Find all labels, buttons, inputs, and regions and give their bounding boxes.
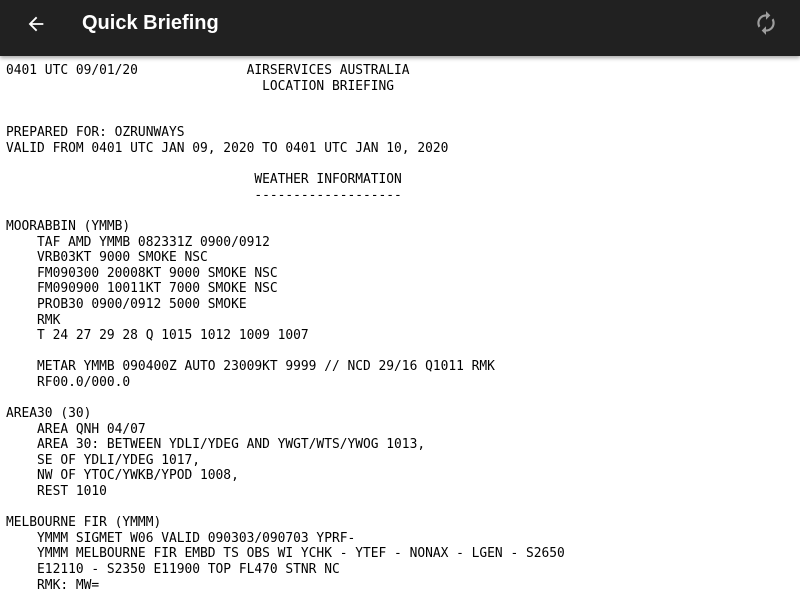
app-bar [0, 0, 800, 56]
briefing-line: LOCATION BRIEFING [6, 78, 395, 94]
briefing-line: REST 1010 [6, 484, 107, 500]
briefing-text [6, 63, 796, 600]
briefing-line: ------------------- [6, 187, 402, 203]
briefing-line: TAF AMD YMMB 082331Z 0900/0912 [6, 234, 270, 250]
briefing-line: AREA30 (30) [6, 406, 92, 422]
briefing-line: YMMM MELBOURNE FIR EMBD TS OBS WI YCHK - YTEF - NONAX - LGEN - S2650 [6, 546, 565, 562]
briefing-line: T 24 27 29 28 Q 1015 1012 1009 1007 [6, 328, 309, 344]
briefing-line: NW OF YTOC/YWKB/YPOD 1008, [6, 468, 239, 484]
briefing-line: WEATHER INFORMATION [6, 172, 402, 188]
briefing-line [6, 110, 796, 126]
briefing-line: AREA QNH 04/07 [6, 421, 146, 437]
briefing-line: VRB03KT 9000 SMOKE NSC [6, 250, 208, 266]
briefing-line: SE OF YDLI/YDEG 1017, [6, 452, 201, 468]
arrow-left-icon [25, 13, 47, 35]
briefing-line [6, 203, 796, 219]
briefing-line [6, 94, 796, 110]
refresh-button[interactable] [750, 7, 782, 39]
briefing-line: AREA 30: BETWEEN YDLI/YDEG AND YWGT/WTS/YWOG 1013, [6, 437, 426, 453]
briefing-line: MOORABBIN (YMMB) [6, 218, 131, 234]
briefing-line [6, 344, 796, 360]
briefing-line: PROB30 0900/0912 5000 SMOKE [6, 296, 247, 312]
briefing-line: PREPARED FOR: OZRUNWAYS [6, 125, 185, 141]
briefing-line [6, 500, 796, 516]
briefing-line: RF00.0/000.0 [6, 374, 131, 390]
back-button[interactable] [20, 8, 52, 40]
briefing-line: YMMM SIGMET W06 VALID 090303/090703 YPRF- [6, 530, 356, 546]
briefing-line [6, 390, 796, 406]
briefing-line: 0401 UTC 09/01/20 AIRSERVICES AUSTRALIA [6, 63, 410, 78]
page-title: Quick Briefing [82, 12, 219, 34]
briefing-line [6, 157, 796, 173]
briefing-line: MELBOURNE FIR (YMMM) [6, 515, 162, 531]
refresh-icon [753, 10, 779, 36]
briefing-line: FM090900 10011KT 7000 SMOKE NSC [6, 281, 278, 297]
briefing-line: RMK [6, 312, 61, 328]
briefing-line: FM090300 20008KT 9000 SMOKE NSC [6, 265, 278, 281]
briefing-line: RMK: MW= [6, 577, 100, 593]
briefing-line: METAR YMMB 090400Z AUTO 23009KT 9999 // NCD 29/16 Q1011 RMK [6, 359, 495, 375]
briefing-line: VALID FROM 0401 UTC JAN 09, 2020 TO 0401 UTC JAN 10, 2020 [6, 140, 449, 156]
briefing-line: E12110 - S2350 E11900 TOP FL470 STNR NC [6, 562, 340, 577]
